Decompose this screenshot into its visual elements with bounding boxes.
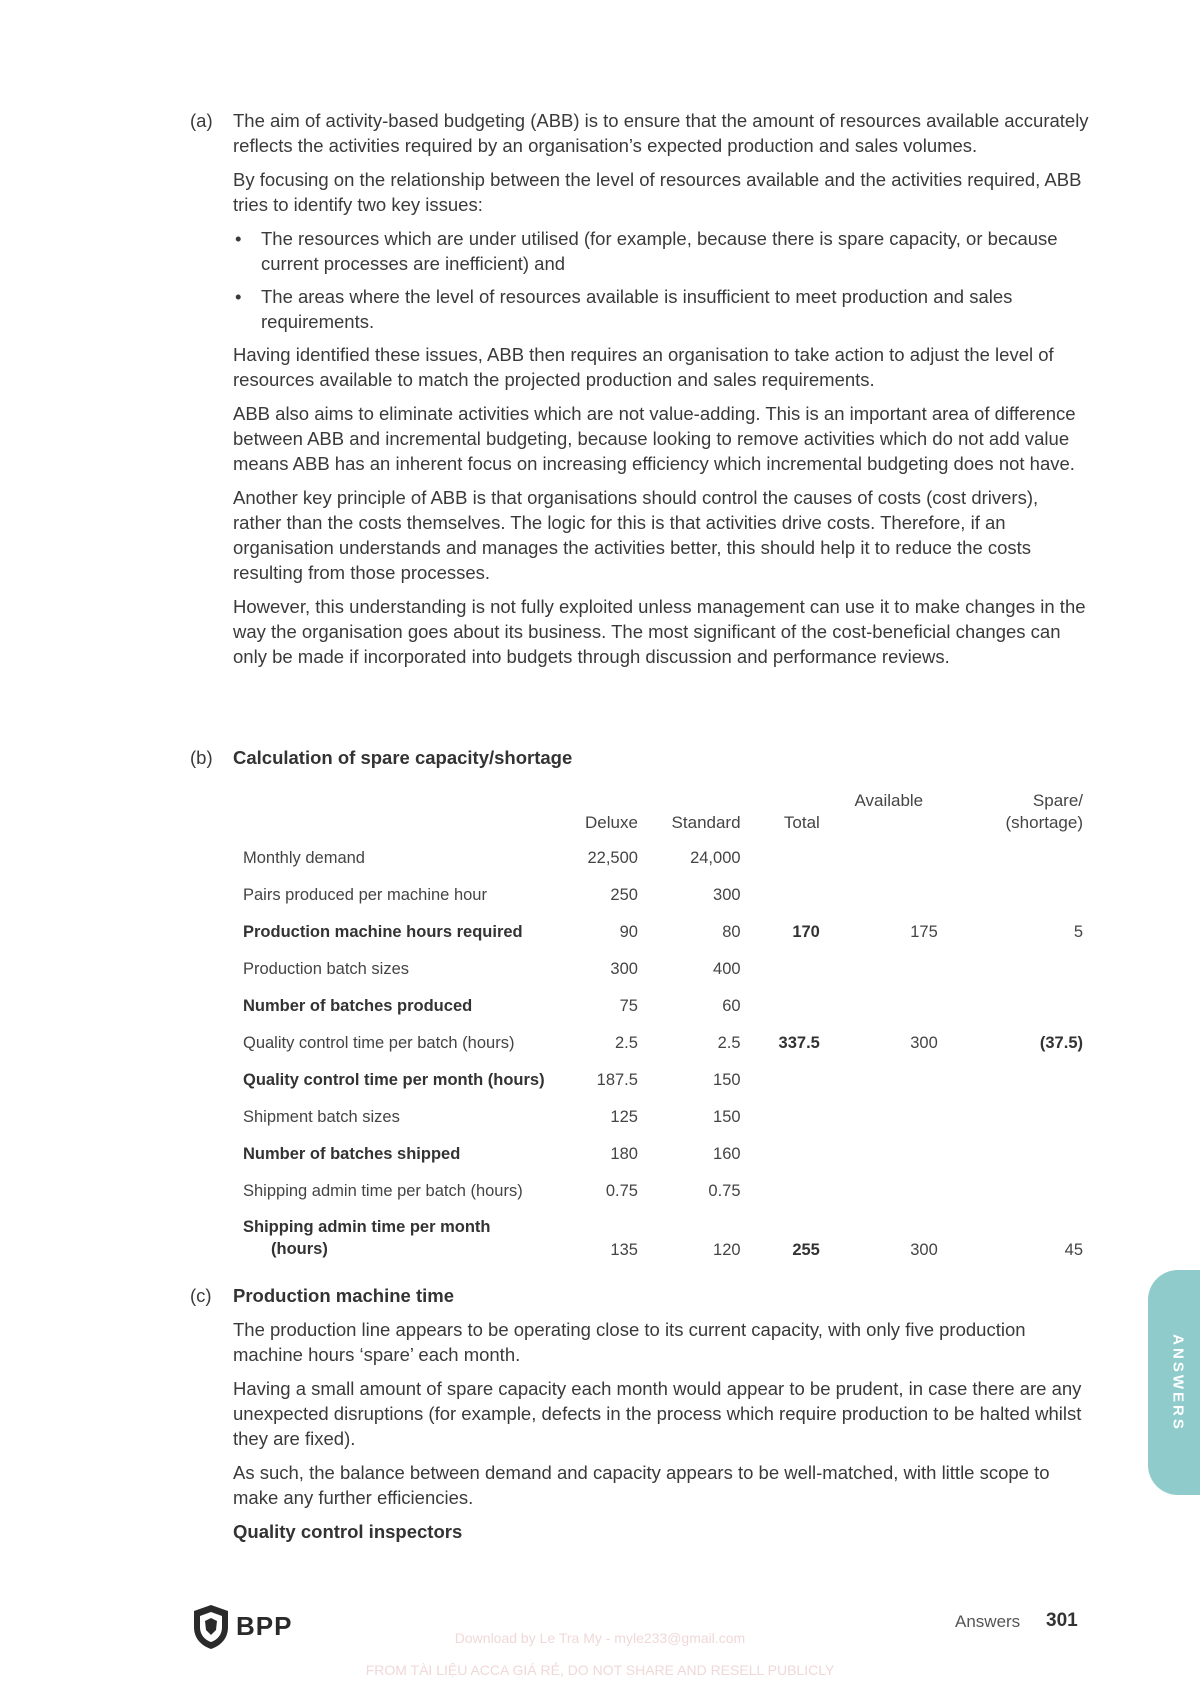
bullet-text: The resources which are under utilised (for example, because there is spare capacity, or because current processes are inefficient) and: [261, 228, 1058, 274]
cell-total: [741, 1062, 820, 1099]
cell-spare: (37.5): [1039, 1034, 1083, 1052]
table-row: [233, 1173, 1083, 1210]
header-total: Total: [783, 813, 820, 832]
cell-deluxe: 0.75: [605, 1182, 638, 1200]
bullet-icon: •: [235, 286, 242, 307]
header-spare-line2: (shortage): [1005, 813, 1083, 832]
table-row: [233, 1210, 1083, 1266]
cell-spare: [938, 951, 1083, 988]
logo-text: BPP: [236, 1611, 293, 1641]
section-c-heading: Production machine time: [233, 1285, 455, 1306]
cell-deluxe: 250: [610, 886, 638, 904]
cell-deluxe: 187.5: [596, 1071, 638, 1089]
cell-deluxe: 75: [619, 997, 638, 1015]
cell-total: [741, 877, 820, 914]
header-item: [233, 790, 555, 840]
paragraph: The aim of activity-based budgeting (ABB) is to ensure that the amount of resources available accurately reflects the activities required by an organisation’s expected production and sales volumes.: [233, 110, 1089, 156]
section-b: [190, 745, 1090, 779]
cell-spare: 5: [1073, 923, 1083, 941]
header-deluxe: Deluxe: [585, 813, 638, 832]
cell-total: [741, 840, 820, 877]
section-a: [190, 108, 1090, 678]
footer-section-label: Answers: [955, 1612, 1021, 1631]
header-available: Available: [854, 791, 924, 810]
table-row: [233, 1025, 1083, 1062]
cell-total: [741, 1099, 820, 1136]
row-label-line2: (hours): [271, 1240, 328, 1258]
row-label: Shipping admin time per batch (hours): [243, 1182, 523, 1200]
cell-available: 300: [910, 1034, 938, 1052]
cell-available: [820, 988, 938, 1025]
header-spare-line1: Spare/: [1032, 791, 1083, 810]
bullet-icon: •: [235, 228, 242, 249]
row-label: Quality control time per month (hours): [243, 1071, 545, 1089]
cell-available: [820, 840, 938, 877]
table-row: [233, 840, 1083, 877]
watermark-line-2: FROM TÀI LIỆU ACCA GIÁ RẺ, DO NOT SHARE AND RESELL PUBLICLY: [365, 1662, 835, 1678]
cell-spare: [938, 988, 1083, 1025]
cell-standard: 24,000: [690, 849, 741, 867]
row-label: Production machine hours required: [243, 923, 523, 941]
paragraph: The production line appears to be operating close to its current capacity, with only five production machine hours ‘spare’ each month.: [233, 1319, 1026, 1365]
bullet-item: [233, 226, 1090, 276]
cell-standard: 80: [722, 923, 741, 941]
section-c-marker: (c): [190, 1285, 212, 1306]
cell-standard: 150: [713, 1108, 741, 1126]
header-standard: Standard: [671, 813, 741, 832]
cell-spare: [938, 1136, 1083, 1173]
table-header-row: [233, 790, 1083, 840]
cell-standard: 300: [713, 886, 741, 904]
cell-total: [741, 988, 820, 1025]
cell-deluxe: 22,500: [587, 849, 638, 867]
bullet-text: The areas where the level of resources available is insufficient to meet production and sales requirements.: [261, 286, 1013, 332]
cell-standard: 150: [713, 1071, 741, 1089]
paragraph: Having identified these issues, ABB then requires an organisation to take action to adjust the level of resources available to match the projected production and sales requirements.: [233, 344, 1054, 390]
row-label: Number of batches produced: [243, 997, 473, 1015]
bullet-list: [233, 226, 1090, 334]
cell-deluxe: 180: [610, 1145, 638, 1163]
cell-available: [820, 1173, 938, 1210]
table-row: [233, 1062, 1083, 1099]
section-b-marker: (b): [190, 747, 213, 768]
cell-standard: 60: [722, 997, 741, 1015]
cell-total: 255: [792, 1241, 820, 1259]
capacity-table: [233, 790, 1083, 1266]
paragraph: By focusing on the relationship between the level of resources available and the activities required, ABB tries to identify two key issues:: [233, 169, 1082, 215]
row-label: Production batch sizes: [243, 960, 410, 978]
cell-total: 337.5: [778, 1034, 820, 1052]
answers-side-tab: [1148, 1270, 1200, 1495]
cell-available: [820, 1099, 938, 1136]
cell-spare: [938, 840, 1083, 877]
cell-total: [741, 1136, 820, 1173]
row-label: Pairs produced per machine hour: [243, 886, 487, 904]
paragraph: However, this understanding is not fully exploited unless management can use it to make changes in the way the organisation goes about its business. The most significant of the cost-beneficial changes can only be made if incorporated into budgets through discussion and performance reviews.: [233, 596, 1086, 667]
table-row: [233, 877, 1083, 914]
header-spare: [938, 790, 1083, 840]
answers-side-tab-label: ANSWERS: [1169, 1333, 1187, 1432]
paragraph: Another key principle of ABB is that organisations should control the causes of costs (cost drivers), rather than the costs themselves. The logic for this is that activities drive costs. Therefore, if an organisation understands and manages the activities better, this should help it to reduce the costs resulting from those processes.: [233, 487, 1039, 583]
cell-spare: 45: [1064, 1241, 1083, 1259]
row-label: Number of batches shipped: [243, 1145, 461, 1163]
cell-standard: 0.75: [708, 1182, 741, 1200]
page-number: 301: [1046, 1610, 1078, 1631]
cell-standard: 400: [713, 960, 741, 978]
row-label: [233, 1210, 555, 1266]
cell-deluxe: 300: [610, 960, 638, 978]
watermark-line-1: Download by Le Tra My - myle233@gmail.com: [454, 1630, 746, 1646]
section-b-heading: Calculation of spare capacity/shortage: [233, 747, 573, 768]
paragraph: As such, the balance between demand and capacity appears to be well-matched, with little scope to make any further efficiencies.: [233, 1462, 1050, 1508]
cell-spare: [938, 1062, 1083, 1099]
table-row: [233, 914, 1083, 951]
cell-total: 170: [792, 923, 820, 941]
cell-available: [820, 877, 938, 914]
row-label-line1: Shipping admin time per month: [243, 1218, 491, 1236]
cell-available: [820, 951, 938, 988]
paragraph: ABB also aims to eliminate activities which are not value-adding. This is an important area of difference between ABB and incremental budgeting, because looking to remove activities which do not add value means ABB has an inherent focus on increasing efficiency which incremental budgeting does not have.: [233, 403, 1076, 474]
row-label: Monthly demand: [243, 849, 365, 867]
cell-spare: [938, 1173, 1083, 1210]
row-label: Quality control time per batch (hours): [243, 1034, 515, 1052]
cell-spare: [938, 1099, 1083, 1136]
cell-deluxe: 135: [610, 1241, 638, 1259]
cell-standard: 120: [713, 1241, 741, 1259]
table-row: [233, 1099, 1083, 1136]
cell-standard: 160: [713, 1145, 741, 1163]
table-row: [233, 988, 1083, 1025]
table-row: [233, 951, 1083, 988]
cell-available: 300: [910, 1241, 938, 1259]
cell-total: [741, 951, 820, 988]
cell-deluxe: 90: [619, 923, 638, 941]
cell-available: [820, 1062, 938, 1099]
cell-deluxe: 125: [610, 1108, 638, 1126]
cell-spare: [938, 877, 1083, 914]
table-row: [233, 1136, 1083, 1173]
section-a-marker: (a): [190, 110, 213, 131]
section-c-subheading: Quality control inspectors: [233, 1521, 463, 1542]
row-label: Shipment batch sizes: [243, 1108, 400, 1126]
bullet-item: [233, 284, 1090, 334]
cell-total: [741, 1173, 820, 1210]
section-c: [190, 1283, 1090, 1553]
paragraph: Having a small amount of spare capacity each month would appear to be prudent, in case there are any unexpected disruptions (for example, defects in the process which require production to be halted whilst they are fixed).: [233, 1378, 1082, 1449]
cell-available: [820, 1136, 938, 1173]
cell-available: 175: [910, 923, 938, 941]
cell-deluxe: 2.5: [615, 1034, 638, 1052]
cell-standard: 2.5: [717, 1034, 741, 1052]
